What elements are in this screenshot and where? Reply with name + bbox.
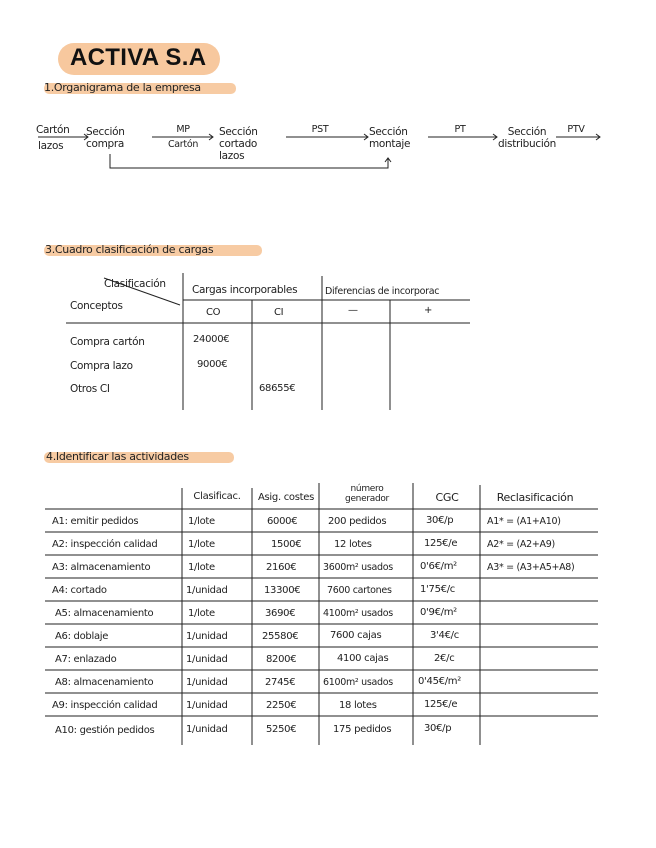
cargas-sub-minus: — <box>348 305 358 316</box>
cargas-row-concept: Otros CI <box>70 383 110 395</box>
act-header-generador: número generador <box>345 484 389 504</box>
flow-label-mp-top: MP <box>176 124 190 135</box>
section1-heading: 1.Organigrama de la empresa <box>44 81 201 94</box>
act-cell-generador: 18 lotes <box>339 700 377 711</box>
act-cell-generador: 4100 cajas <box>337 653 389 664</box>
flow-node-compra: Sección compra <box>86 126 125 150</box>
act-cell-costes: 2160€ <box>266 562 297 573</box>
flow-label-ptv: PTV <box>567 124 585 135</box>
flow-raw-top: Cartón <box>36 124 70 136</box>
flow-raw-bottom: lazos <box>38 140 64 152</box>
act-cell-clasif: 1/unidad <box>186 724 228 735</box>
section3-heading: 3.Cuadro clasificación de cargas <box>45 243 214 256</box>
cargas-sub-ci: CI <box>274 307 284 318</box>
flow-node-distribucion: Sección distribución <box>498 126 556 150</box>
act-cell-activity: A5: almacenamiento <box>55 608 154 619</box>
act-header-cgc: CGC <box>435 491 459 504</box>
act-cell-costes: 8200€ <box>266 654 297 665</box>
cargas-group-diferencias: Diferencias de incorporac <box>325 286 440 297</box>
act-cell-clasif: 1/lote <box>188 539 215 550</box>
act-cell-reclas: A3* = (A3+A5+A8) <box>487 562 575 573</box>
cargas-sub-plus: + <box>424 305 433 316</box>
act-cell-activity: A1: emitir pedidos <box>52 516 139 527</box>
act-cell-cgc: 3'4€/c <box>430 630 459 641</box>
act-cell-clasif: 1/unidad <box>186 631 228 642</box>
act-cell-reclas: A2* = (A2+A9) <box>487 539 555 550</box>
cargas-group-incorporables: Cargas incorporables <box>192 284 298 296</box>
act-cell-activity: A6: doblaje <box>55 631 109 642</box>
act-cell-activity: A9: inspección calidad <box>52 700 158 711</box>
act-cell-costes: 13300€ <box>264 585 301 596</box>
act-header-costes: Asig. costes <box>257 492 315 503</box>
act-cell-cgc: 1'75€/c <box>420 584 455 595</box>
cargas-sub-co: CO <box>206 307 221 318</box>
act-header-clasificacion: Clasificac. <box>193 491 241 502</box>
act-cell-generador: 4100m² usados <box>323 608 393 619</box>
act-cell-cgc: 0'6€/m² <box>420 561 457 572</box>
act-cell-cgc: 30€/p <box>424 723 452 734</box>
act-cell-clasif: 1/unidad <box>186 677 228 688</box>
act-cell-reclas: A1* = (A1+A10) <box>487 516 561 527</box>
act-cell-costes: 6000€ <box>267 516 298 527</box>
cargas-row-concept: Compra lazo <box>70 360 133 372</box>
act-cell-generador: 3600m² usados <box>323 562 393 573</box>
page-title: ACTIVA S.A <box>70 44 207 71</box>
act-cell-costes: 1500€ <box>271 539 302 550</box>
act-cell-activity: A4: cortado <box>52 585 107 596</box>
flow-node-cortado: Sección cortado lazos <box>219 126 258 162</box>
act-cell-clasif: 1/lote <box>188 608 215 619</box>
act-cell-clasif: 1/unidad <box>186 585 228 596</box>
act-cell-costes: 25580€ <box>262 631 299 642</box>
act-cell-activity: A8: almacenamiento <box>55 677 154 688</box>
act-cell-cgc: 0'45€/m² <box>418 676 461 687</box>
cargas-row-co: 24000€ <box>193 334 230 345</box>
act-cell-generador: 7600 cartones <box>327 585 392 596</box>
act-cell-clasif: 1/unidad <box>186 654 228 665</box>
act-cell-costes: 5250€ <box>266 724 297 735</box>
act-cell-cgc: 2€/c <box>434 653 455 664</box>
act-cell-activity: A10: gestión pedidos <box>55 725 155 736</box>
cargas-row-concept: Compra cartón <box>70 336 145 348</box>
act-cell-cgc: 0'9€/m² <box>420 607 457 618</box>
act-cell-generador: 175 pedidos <box>333 724 392 735</box>
act-cell-cgc: 125€/e <box>424 699 458 710</box>
act-cell-activity: A2: inspección calidad <box>52 539 158 550</box>
act-cell-clasif: 1/lote <box>188 516 215 527</box>
flow-label-pst: PST <box>311 124 329 135</box>
act-cell-generador: 200 pedidos <box>328 516 387 527</box>
flow-label-mp-bottom: Cartón <box>167 139 199 150</box>
flow-label-pt: PT <box>454 124 466 135</box>
cargas-row-ci: 68655€ <box>259 383 296 394</box>
flow-node-montaje: Sección montaje <box>369 126 411 150</box>
act-cell-activity: A7: enlazado <box>55 654 117 665</box>
act-cell-cgc: 30€/p <box>426 515 454 526</box>
act-header-reclasificacion: Reclasificación <box>496 491 574 504</box>
act-cell-activity: A3: almacenamiento <box>52 562 151 573</box>
act-cell-clasif: 1/unidad <box>186 700 228 711</box>
act-cell-clasif: 1/lote <box>188 562 215 573</box>
cargas-row-co: 9000€ <box>197 359 228 370</box>
act-cell-generador: 7600 cajas <box>330 630 382 641</box>
act-cell-costes: 3690€ <box>265 608 296 619</box>
cargas-corner-bottom: Conceptos <box>70 300 123 312</box>
act-cell-generador: 12 lotes <box>334 539 372 550</box>
act-cell-costes: 2250€ <box>266 700 297 711</box>
section4-heading: 4.Identificar las actividades <box>46 450 189 463</box>
act-cell-generador: 6100m² usados <box>323 677 393 688</box>
act-cell-costes: 2745€ <box>265 677 296 688</box>
act-cell-cgc: 125€/e <box>424 538 458 549</box>
cargas-corner-top: Clasificación <box>104 278 166 290</box>
